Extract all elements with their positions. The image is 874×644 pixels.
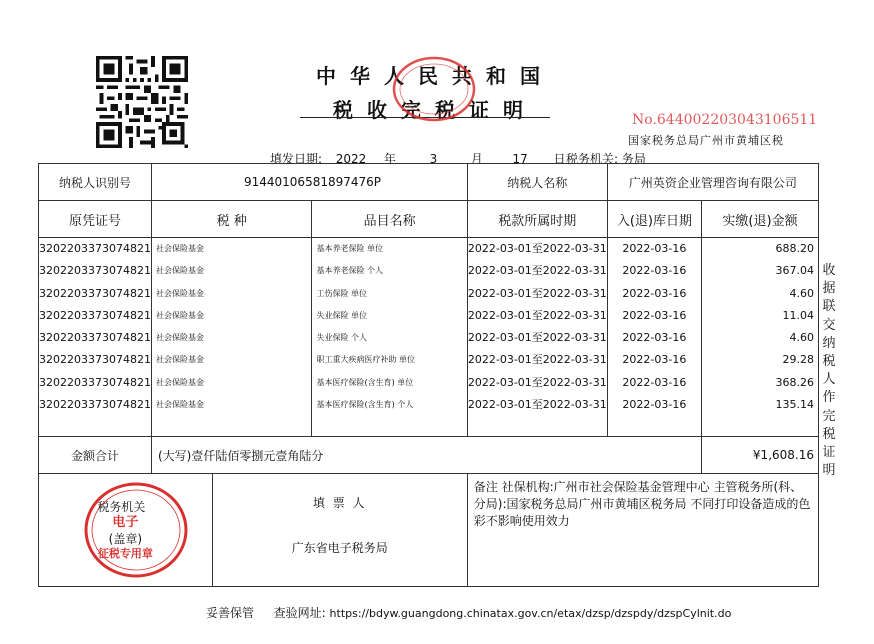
- filler-label: 填 票 人: [312, 496, 367, 510]
- verify-url: https://bdyw.guangdong.chinatax.gov.cn/etax/dzsp/dzspdy/dzspCylnit.do: [329, 607, 732, 620]
- document-title-line2: 税收完税证明: [333, 98, 537, 122]
- column-header: 税 种: [151, 201, 312, 238]
- total-label: 金额合计: [39, 437, 152, 474]
- filler-value: 广东省电子税务局: [291, 541, 388, 555]
- paid-amount: 367.04: [775, 264, 814, 278]
- paid-amount: 11.04: [782, 308, 814, 322]
- voucher-number: 3202203373074821: [39, 264, 151, 278]
- item-column: [312, 238, 467, 437]
- voucher-number: 3202203373074821: [39, 286, 151, 300]
- paid-amount: 4.60: [789, 286, 814, 300]
- fill-month: 3: [429, 152, 438, 166]
- taxpayer-name-label: 纳税人名称: [467, 164, 607, 201]
- seal-center-text: 电子: [112, 515, 139, 530]
- storage-date: 2022-03-16: [622, 242, 687, 255]
- storage-date: 2022-03-16: [622, 331, 687, 345]
- tax-period: 2022-03-01至2022-03-31: [467, 353, 607, 367]
- item-name: 基本养老保险 个人: [316, 266, 384, 276]
- document-title-line1: 中华人民共和国: [316, 64, 554, 88]
- item-name: 工伤保险 单位: [316, 288, 368, 298]
- qr-code: [96, 56, 188, 148]
- date-column: [607, 238, 701, 437]
- total-words: (大写)壹仟陆佰零捌元壹角陆分: [151, 437, 701, 474]
- paid-amount: 29.28: [782, 353, 814, 367]
- paid-amount: 135.14: [775, 398, 814, 412]
- voucher-number: 3202203373074821: [39, 308, 151, 322]
- tax-type: 社会保险基金: [155, 377, 204, 387]
- taxpayer-row: [39, 164, 819, 201]
- total-row: [39, 437, 819, 474]
- year-unit: 年: [383, 152, 396, 166]
- tax-period: 2022-03-01至2022-03-31: [467, 242, 607, 255]
- tax-period: 2022-03-01至2022-03-31: [467, 264, 607, 278]
- storage-date: 2022-03-16: [622, 353, 687, 367]
- filler-cell: [212, 474, 467, 587]
- tax-type: 社会保险基金: [155, 400, 204, 410]
- storage-date: 2022-03-16: [622, 398, 687, 412]
- paid-amount: 688.20: [775, 242, 814, 255]
- voucher-number: 3202203373074821: [39, 353, 151, 367]
- document-number: No.644002203043106511: [632, 112, 818, 128]
- tax-period: 2022-03-01至2022-03-31: [467, 375, 607, 389]
- item-name: 失业保险 个人: [316, 333, 368, 343]
- taxpayer-id-value: 91440106581897476P: [151, 164, 467, 201]
- storage-date: 2022-03-16: [622, 375, 687, 389]
- tax-office-label: 税务机关: [97, 500, 146, 514]
- column-header: 入(退)库日期: [607, 201, 701, 238]
- taxpayer-name-value: 广州英资企业管理咨询有限公司: [607, 164, 818, 201]
- top-seal-stamp: [390, 54, 478, 124]
- tax-type: 社会保险基金: [155, 288, 204, 298]
- verify-label: 查验网址:: [273, 606, 326, 620]
- paid-amount: 368.26: [775, 375, 814, 389]
- day-unit: 日: [553, 152, 566, 166]
- item-name: 基本养老保险 单位: [316, 244, 384, 253]
- taxpayer-id-label: 纳税人识别号: [39, 164, 152, 201]
- fill-date-label: 填发日期:: [270, 152, 323, 166]
- detail-rows: [39, 238, 819, 437]
- storage-date: 2022-03-16: [622, 286, 687, 300]
- month-unit: 月: [470, 152, 483, 166]
- seal-bottom-text: 征税专用章: [97, 547, 153, 560]
- amount-column: [702, 238, 819, 437]
- paid-amount: 4.60: [789, 331, 814, 345]
- storage-date: 2022-03-16: [622, 264, 687, 278]
- fill-day: 17: [512, 152, 528, 166]
- column-header: 品目名称: [312, 201, 467, 238]
- column-header: 原凭证号: [39, 201, 152, 238]
- item-name: 职工重大疾病医疗补助 单位: [316, 355, 416, 365]
- tax-office-label: 税务机关:: [566, 152, 619, 166]
- voucher-number: 3202203373074821: [39, 331, 151, 345]
- voucher-number: 3202203373074821: [39, 375, 151, 389]
- tax-type-column: [151, 238, 312, 437]
- tax-period: 2022-03-01至2022-03-31: [467, 286, 607, 300]
- seal-cell: [39, 474, 213, 587]
- column-header: 实缴(退)金额: [702, 201, 819, 238]
- item-name: 基本医疗保险(含生育) 单位: [316, 377, 414, 387]
- tax-period: 2022-03-01至2022-03-31: [467, 398, 607, 412]
- column-header-row: [39, 201, 819, 238]
- tax-certificate-table: [38, 163, 819, 587]
- footer: [206, 604, 731, 621]
- seal-label: (盖章): [108, 532, 143, 546]
- voucher-number: 3202203373074821: [39, 398, 151, 412]
- tax-office-value: 务局: [621, 152, 646, 166]
- item-name: 基本医疗保险(含生育) 个人: [316, 400, 414, 410]
- tax-period: 2022-03-01至2022-03-31: [467, 308, 607, 322]
- note-cell: 备注 社保机构:广州市社会保险基金管理中心 主管税务所(科、分局):国家税务总局广州市黄埔区税务局 不同打印设备造成的色彩不影响使用效力: [467, 474, 818, 587]
- bottom-row: [39, 474, 819, 587]
- tax-type: 社会保险基金: [155, 244, 204, 253]
- tax-type: 社会保险基金: [155, 355, 204, 365]
- period-column: [467, 238, 607, 437]
- tax-type: 社会保险基金: [155, 266, 204, 276]
- tax-period: 2022-03-01至2022-03-31: [467, 331, 607, 345]
- tax-type: 社会保险基金: [155, 310, 204, 320]
- tax-type: 社会保险基金: [155, 333, 204, 343]
- fill-year: 2022: [335, 152, 367, 166]
- issuer-name: 国家税务总局广州市黄埔区税: [628, 134, 784, 147]
- item-name: 失业保险 单位: [316, 310, 368, 320]
- voucher-column: [39, 238, 152, 437]
- storage-date: 2022-03-16: [622, 308, 687, 322]
- side-copy-label: 收据联交纳税人作完税证明: [822, 263, 836, 479]
- footer-keep-text: 妥善保管: [206, 606, 255, 620]
- voucher-number: 3202203373074821: [39, 242, 151, 255]
- total-amount: ¥1,608.16: [702, 437, 819, 474]
- column-header: 税款所属时期: [467, 201, 607, 238]
